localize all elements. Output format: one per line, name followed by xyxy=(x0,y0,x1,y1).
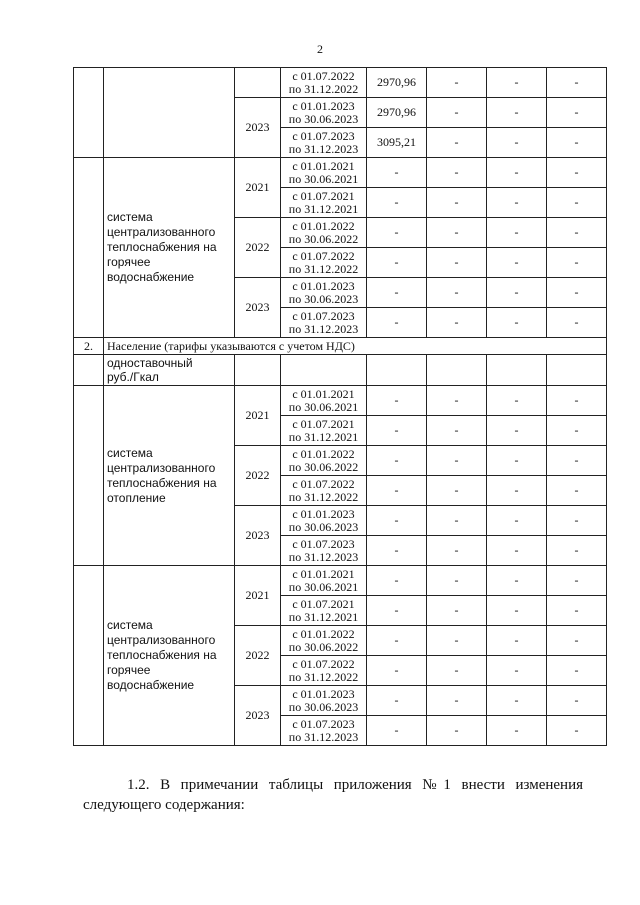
row-number-cell xyxy=(74,158,104,338)
period-cell-line: с 01.07.2023 xyxy=(292,308,355,323)
tariff-value: - xyxy=(367,686,427,716)
dash-cell: - xyxy=(427,596,487,626)
dash-cell: - xyxy=(427,386,487,416)
tariff-value: - xyxy=(367,476,427,506)
period-cell-line: по 30.06.2021 xyxy=(288,399,359,414)
period-cell xyxy=(281,128,367,158)
name-cell-line: отопление xyxy=(107,490,166,505)
period-cell-line: с 01.01.2021 xyxy=(292,566,355,581)
tariff-value: - xyxy=(367,218,427,248)
row-number-cell xyxy=(74,386,104,566)
unit-label-line: одноставочный xyxy=(107,356,193,370)
name-cell-line: централизованного xyxy=(107,225,216,239)
period-cell xyxy=(281,596,367,626)
dash-cell: - xyxy=(547,446,607,476)
tariff-value: - xyxy=(367,158,427,188)
name-cell-line: система xyxy=(107,618,153,632)
period-cell-line: по 31.12.2023 xyxy=(288,729,359,744)
year-cell: 2022 xyxy=(235,626,281,686)
name-cell-line: теплоснабжения на xyxy=(107,240,217,254)
table-row xyxy=(74,386,607,416)
dash-cell: - xyxy=(487,278,547,308)
dash-cell: - xyxy=(487,626,547,656)
dash-cell: - xyxy=(427,248,487,278)
period-cell-line: с 01.07.2022 xyxy=(292,68,355,83)
year-cell: 2023 xyxy=(235,506,281,566)
name-cell-line: система xyxy=(107,445,153,460)
tariff-value: - xyxy=(367,386,427,416)
dash-cell: - xyxy=(547,68,607,98)
period-cell-line: по 30.06.2023 xyxy=(288,111,359,126)
period-cell xyxy=(281,308,367,338)
note-paragraph: 1.2. В примечании таблицы приложения №1 внести изменения следующего содержания: xyxy=(83,777,583,813)
dash-cell: - xyxy=(487,416,547,446)
period-cell-line: по 30.06.2023 xyxy=(288,291,359,306)
dash-cell: - xyxy=(427,686,487,716)
tariff-table xyxy=(73,67,607,746)
period-cell-line: с 01.07.2021 xyxy=(292,188,355,203)
empty-cell xyxy=(487,355,547,386)
period-cell-line: с 01.01.2022 xyxy=(292,218,355,233)
section-row xyxy=(74,338,607,355)
dash-cell: - xyxy=(487,716,547,746)
year-cell: 2022 xyxy=(235,446,281,506)
period-cell-line: с 01.01.2021 xyxy=(292,386,355,401)
page-number: 2 xyxy=(317,42,323,56)
dash-cell: - xyxy=(487,188,547,218)
dash-cell: - xyxy=(547,278,607,308)
dash-cell: - xyxy=(487,128,547,158)
period-cell-line: по 31.12.2022 xyxy=(288,261,359,276)
period-cell-line: по 31.12.2023 xyxy=(288,141,359,156)
year-cell: 2021 xyxy=(235,386,281,446)
period-cell xyxy=(281,416,367,446)
period-cell-line: с 01.01.2022 xyxy=(292,446,355,461)
dash-cell: - xyxy=(427,416,487,446)
dash-cell: - xyxy=(427,566,487,596)
period-cell-line: по 30.06.2022 xyxy=(288,639,359,654)
dash-cell: - xyxy=(487,476,547,506)
period-cell-line: по 31.12.2022 xyxy=(288,669,359,684)
tariff-value: - xyxy=(367,446,427,476)
section-number: 2. xyxy=(74,338,104,355)
empty-cell xyxy=(367,355,427,386)
dash-cell: - xyxy=(487,218,547,248)
period-cell xyxy=(281,218,367,248)
year-cell: 2023 xyxy=(235,98,281,158)
dash-cell: - xyxy=(487,248,547,278)
dash-cell: - xyxy=(487,686,547,716)
period-cell-line: с 01.07.2021 xyxy=(292,416,355,431)
name-cell xyxy=(104,68,235,158)
tariff-value: 2970,96 xyxy=(367,98,427,128)
name-cell-line: водоснабжение xyxy=(107,678,195,692)
dash-cell: - xyxy=(487,506,547,536)
period-cell-line: по 30.06.2021 xyxy=(288,171,359,186)
name-cell-line: горячее xyxy=(107,663,151,677)
name-cell-line: централизованного xyxy=(107,633,216,647)
dash-cell: - xyxy=(487,596,547,626)
dash-cell: - xyxy=(547,506,607,536)
year-cell: 2022 xyxy=(235,218,281,278)
tariff-value: - xyxy=(367,716,427,746)
period-cell xyxy=(281,506,367,536)
dash-cell: - xyxy=(487,536,547,566)
name-cell xyxy=(104,566,235,746)
tariff-value: - xyxy=(367,248,427,278)
period-cell xyxy=(281,278,367,308)
dash-cell: - xyxy=(427,536,487,566)
empty-cell xyxy=(547,355,607,386)
year-cell xyxy=(235,68,281,98)
year-cell: 2021 xyxy=(235,566,281,626)
period-cell-line: по 31.12.2021 xyxy=(288,429,359,444)
dash-cell: - xyxy=(427,446,487,476)
year-cell: 2021 xyxy=(235,158,281,218)
unit-label-line: руб./Гкал xyxy=(107,370,159,384)
dash-cell: - xyxy=(427,308,487,338)
unit-row xyxy=(74,355,607,386)
name-cell xyxy=(104,158,235,338)
dash-cell: - xyxy=(487,68,547,98)
period-cell-line: с 01.01.2023 xyxy=(292,278,355,293)
period-cell xyxy=(281,248,367,278)
period-cell-line: по 30.06.2023 xyxy=(288,519,359,534)
table-row xyxy=(74,158,607,188)
period-cell xyxy=(281,98,367,128)
name-cell-line: водоснабжение xyxy=(107,270,195,284)
tariff-value: - xyxy=(367,278,427,308)
dash-cell: - xyxy=(547,716,607,746)
dash-cell: - xyxy=(487,308,547,338)
name-cell-line: теплоснабжения на xyxy=(107,648,217,662)
tariff-value: - xyxy=(367,416,427,446)
period-cell-line: по 30.06.2021 xyxy=(288,579,359,594)
period-cell xyxy=(281,626,367,656)
dash-cell: - xyxy=(547,596,607,626)
period-cell-line: по 31.12.2021 xyxy=(288,201,359,216)
dash-cell: - xyxy=(487,446,547,476)
empty-cell xyxy=(235,355,281,386)
period-cell-line: по 30.06.2023 xyxy=(288,699,359,714)
section-title: Население (тарифы указываются с учетом НДС) xyxy=(104,338,607,355)
dash-cell: - xyxy=(547,536,607,566)
dash-cell: - xyxy=(427,656,487,686)
period-cell xyxy=(281,476,367,506)
period-cell xyxy=(281,566,367,596)
dash-cell: - xyxy=(547,128,607,158)
tariff-value: - xyxy=(367,308,427,338)
period-cell-line: с 01.07.2023 xyxy=(292,536,355,551)
dash-cell: - xyxy=(427,188,487,218)
name-cell-line: горячее xyxy=(107,255,151,269)
name-cell-line: централизованного xyxy=(107,460,216,475)
period-cell xyxy=(281,158,367,188)
period-cell-line: по 31.12.2022 xyxy=(288,489,359,504)
period-cell xyxy=(281,68,367,98)
period-cell-line: по 31.12.2022 xyxy=(288,81,359,96)
dash-cell: - xyxy=(547,626,607,656)
dash-cell: - xyxy=(427,98,487,128)
period-cell-line: с 01.07.2022 xyxy=(292,656,355,671)
period-cell-line: с 01.07.2021 xyxy=(292,596,355,611)
dash-cell: - xyxy=(427,278,487,308)
tariff-value: - xyxy=(367,656,427,686)
dash-cell: - xyxy=(547,158,607,188)
tariff-value: - xyxy=(367,506,427,536)
period-cell xyxy=(281,716,367,746)
dash-cell: - xyxy=(487,386,547,416)
dash-cell: - xyxy=(427,476,487,506)
period-cell-line: по 31.12.2023 xyxy=(288,549,359,564)
tariff-value: 2970,96 xyxy=(367,68,427,98)
period-cell-line: с 01.07.2023 xyxy=(292,716,355,731)
dash-cell: - xyxy=(427,68,487,98)
period-cell-line: с 01.01.2023 xyxy=(292,506,355,521)
tariff-value: - xyxy=(367,188,427,218)
dash-cell: - xyxy=(427,716,487,746)
dash-cell: - xyxy=(547,656,607,686)
period-cell-line: с 01.01.2021 xyxy=(292,158,355,173)
row-number-cell xyxy=(74,566,104,746)
name-cell-line: теплоснабжения на xyxy=(107,475,217,490)
tariff-value: 3095,21 xyxy=(367,128,427,158)
period-cell xyxy=(281,686,367,716)
dash-cell: - xyxy=(547,218,607,248)
tariff-value: - xyxy=(367,536,427,566)
dash-cell: - xyxy=(487,566,547,596)
dash-cell: - xyxy=(547,566,607,596)
name-cell xyxy=(104,386,235,566)
dash-cell: - xyxy=(547,98,607,128)
period-cell-line: с 01.01.2023 xyxy=(292,98,355,113)
name-cell-line: система xyxy=(107,210,153,224)
period-cell-line: с 01.07.2023 xyxy=(292,128,355,143)
period-cell xyxy=(281,656,367,686)
period-cell-line: по 31.12.2021 xyxy=(288,609,359,624)
period-cell-line: с 01.07.2022 xyxy=(292,476,355,491)
dash-cell: - xyxy=(547,476,607,506)
dash-cell: - xyxy=(487,656,547,686)
dash-cell: - xyxy=(427,506,487,536)
period-cell-line: с 01.01.2022 xyxy=(292,626,355,641)
period-cell-line: по 30.06.2022 xyxy=(288,459,359,474)
period-cell-line: по 31.12.2023 xyxy=(288,321,359,336)
tariff-value: - xyxy=(367,596,427,626)
dash-cell: - xyxy=(427,128,487,158)
empty-cell xyxy=(281,355,367,386)
empty-cell xyxy=(427,355,487,386)
unit-label xyxy=(104,355,235,386)
dash-cell: - xyxy=(547,686,607,716)
dash-cell: - xyxy=(547,188,607,218)
period-cell-line: по 30.06.2022 xyxy=(288,231,359,246)
table-row xyxy=(74,566,607,596)
year-cell: 2023 xyxy=(235,278,281,338)
tariff-value: - xyxy=(367,566,427,596)
dash-cell: - xyxy=(427,626,487,656)
tariff-value: - xyxy=(367,626,427,656)
row-number-cell xyxy=(74,68,104,158)
period-cell xyxy=(281,386,367,416)
period-cell-line: с 01.01.2023 xyxy=(292,686,355,701)
dash-cell: - xyxy=(487,98,547,128)
period-cell-line: с 01.07.2022 xyxy=(292,248,355,263)
dash-cell: - xyxy=(547,308,607,338)
dash-cell: - xyxy=(427,218,487,248)
period-cell xyxy=(281,188,367,218)
row-number-cell xyxy=(74,355,104,386)
dash-cell: - xyxy=(547,416,607,446)
dash-cell: - xyxy=(487,158,547,188)
dash-cell: - xyxy=(547,248,607,278)
year-cell: 2023 xyxy=(235,686,281,746)
dash-cell: - xyxy=(547,386,607,416)
period-cell xyxy=(281,446,367,476)
table-row xyxy=(74,68,607,98)
dash-cell: - xyxy=(427,158,487,188)
period-cell xyxy=(281,536,367,566)
